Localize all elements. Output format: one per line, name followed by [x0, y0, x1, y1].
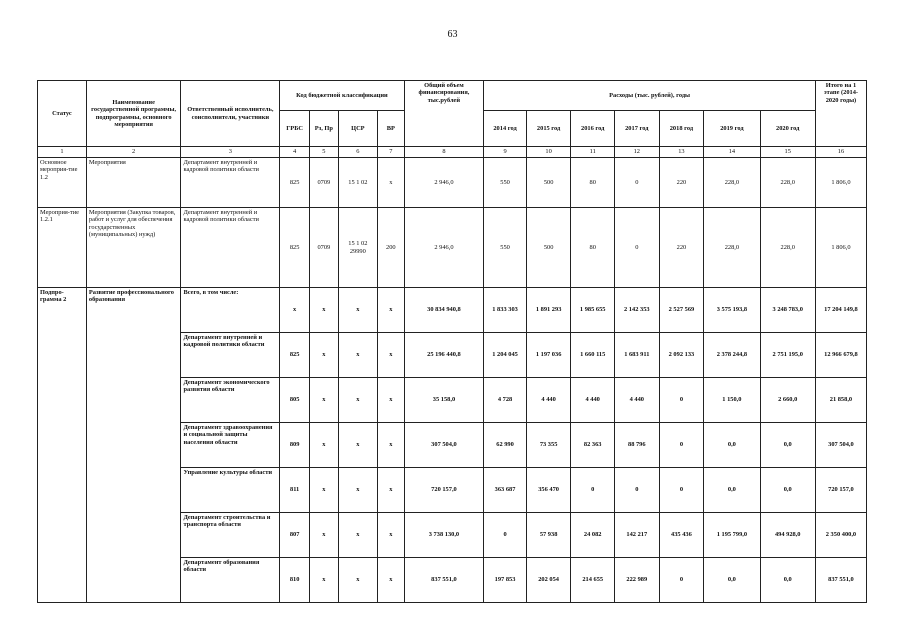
row-grbs: 809: [280, 423, 310, 468]
row-stage-total: 21 858,0: [815, 378, 866, 423]
column-number: 6: [338, 147, 377, 158]
subprogram-status: Подпро-грамма 2: [38, 288, 87, 603]
row-stage-total: 307 504,0: [815, 423, 866, 468]
row-2019: 228,0: [704, 158, 760, 208]
row-csr: х: [338, 423, 377, 468]
row-2020: 2 660,0: [760, 378, 815, 423]
row-stage-total: 720 157,0: [815, 468, 866, 513]
row-vr: х: [378, 513, 405, 558]
row-2014: 363 687: [484, 468, 527, 513]
row-vr: х: [378, 288, 405, 333]
header-csr: ЦСР: [338, 111, 377, 147]
row-2020: 228,0: [760, 208, 815, 288]
row-2014: 0: [484, 513, 527, 558]
row-vr: 200: [378, 208, 405, 288]
row-grbs: 811: [280, 468, 310, 513]
row-2019: 1 195 799,0: [704, 513, 760, 558]
row-total: 2 946,0: [404, 158, 484, 208]
row-stage-total: 12 966 679,8: [815, 333, 866, 378]
row-2015: 4 440: [526, 378, 571, 423]
row-2017: 2 142 353: [614, 288, 659, 333]
row-2018: 2 527 569: [659, 288, 704, 333]
row-total: 30 834 940,8: [404, 288, 484, 333]
row-vr: х: [378, 558, 405, 603]
row-rzpr: х: [310, 333, 339, 378]
row-total: 837 551,0: [404, 558, 484, 603]
header-rzpr: Рз, Пр: [310, 111, 339, 147]
row-executor: Департамент строительства и транспорта области: [181, 513, 280, 558]
row-2016: 0: [571, 468, 615, 513]
row-total: 3 738 130,0: [404, 513, 484, 558]
row-executor: Департамент экономического развития области: [181, 378, 280, 423]
row-total: 720 157,0: [404, 468, 484, 513]
row-vr: х: [378, 468, 405, 513]
row-2015: 73 355: [526, 423, 571, 468]
row-grbs: 807: [280, 513, 310, 558]
column-number: 15: [760, 147, 815, 158]
row-executor: Департамент здравоохранения и социальной защиты населения области: [181, 423, 280, 468]
row-stage-total: 1 806,0: [815, 158, 866, 208]
row-2017: 4 440: [614, 378, 659, 423]
row-vr: х: [378, 333, 405, 378]
row-2018: 0: [659, 378, 704, 423]
row-executor: Всего, в том числе:: [181, 288, 280, 333]
row-2016: 80: [571, 158, 615, 208]
column-number: 9: [484, 147, 527, 158]
row-stage-total: 1 806,0: [815, 208, 866, 288]
row-2017: 222 989: [614, 558, 659, 603]
row-vr: х: [378, 158, 405, 208]
row-2017: 0: [614, 208, 659, 288]
header-year-2020: 2020 год: [760, 111, 815, 147]
column-number: 4: [280, 147, 310, 158]
row-stage-total: 17 204 149,8: [815, 288, 866, 333]
column-number: 2: [86, 147, 181, 158]
column-number: 1: [38, 147, 87, 158]
row-2016: 1 985 655: [571, 288, 615, 333]
header-year-2014: 2014 год: [484, 111, 527, 147]
row-2017: 0: [614, 158, 659, 208]
row-grbs: 825: [280, 158, 310, 208]
row-2016: 80: [571, 208, 615, 288]
row-total: 307 504,0: [404, 423, 484, 468]
row-2018: 220: [659, 158, 704, 208]
row-csr: х: [338, 333, 377, 378]
row-2014: 4 728: [484, 378, 527, 423]
row-stage-total: 837 551,0: [815, 558, 866, 603]
row-2016: 4 440: [571, 378, 615, 423]
row-2014: 62 990: [484, 423, 527, 468]
column-number: 13: [659, 147, 704, 158]
row-2014: 550: [484, 158, 527, 208]
row-2014: 1 833 303: [484, 288, 527, 333]
row-csr: х: [338, 288, 377, 333]
column-number: 16: [815, 147, 866, 158]
header-year-2016: 2016 год: [571, 111, 615, 147]
row-total: 25 196 440,8: [404, 333, 484, 378]
header-year-2019: 2019 год: [704, 111, 760, 147]
row-2020: 0,0: [760, 558, 815, 603]
row-csr: х: [338, 558, 377, 603]
row-vr: х: [378, 378, 405, 423]
row-2020: 0,0: [760, 468, 815, 513]
row-2017: 0: [614, 468, 659, 513]
header-executor: Ответственный исполнитель, соисполнители, участники: [181, 81, 280, 147]
table-row: [38, 158, 867, 208]
row-2015: 356 470: [526, 468, 571, 513]
column-number: 3: [181, 147, 280, 158]
row-rzpr: 0709: [310, 158, 339, 208]
row-2019: 1 150,0: [704, 378, 760, 423]
row-name: Мероприятия (Закупка товаров, работ и услуг для обеспечения государственных (муниципальных) нужд): [86, 208, 181, 288]
row-rzpr: х: [310, 288, 339, 333]
row-2019: 3 575 193,8: [704, 288, 760, 333]
row-name: Мероприятия: [86, 158, 181, 208]
row-2018: 435 436: [659, 513, 704, 558]
row-2015: 500: [526, 208, 571, 288]
row-2016: 82 363: [571, 423, 615, 468]
row-2018: 220: [659, 208, 704, 288]
row-2015: 1 197 036: [526, 333, 571, 378]
column-number: 8: [404, 147, 484, 158]
row-2018: 2 092 133: [659, 333, 704, 378]
row-2019: 0,0: [704, 558, 760, 603]
table-row: [38, 288, 867, 333]
row-csr: х: [338, 378, 377, 423]
table-row: [38, 208, 867, 288]
row-stage-total: 2 350 400,0: [815, 513, 866, 558]
row-csr: х: [338, 468, 377, 513]
row-2014: 197 853: [484, 558, 527, 603]
row-2016: 1 660 115: [571, 333, 615, 378]
row-2015: 1 891 293: [526, 288, 571, 333]
row-2017: 88 796: [614, 423, 659, 468]
row-2020: 3 248 783,0: [760, 288, 815, 333]
row-rzpr: 0709: [310, 208, 339, 288]
row-grbs: 825: [280, 208, 310, 288]
row-grbs: 825: [280, 333, 310, 378]
column-number: 7: [378, 147, 405, 158]
row-2018: 0: [659, 468, 704, 513]
row-executor: Управление культуры области: [181, 468, 280, 513]
page-number: 63: [447, 29, 458, 40]
row-grbs: 810: [280, 558, 310, 603]
row-2015: 500: [526, 158, 571, 208]
column-number: 5: [310, 147, 339, 158]
row-vr: х: [378, 423, 405, 468]
row-2019: 0,0: [704, 423, 760, 468]
row-2016: 214 655: [571, 558, 615, 603]
row-csr: 15 1 02: [338, 158, 377, 208]
header-stage-total: Итого на 1 этапе (2014-2020 годы): [815, 81, 866, 147]
row-2017: 1 683 911: [614, 333, 659, 378]
header-status: Статус: [38, 81, 87, 147]
header-year-2015: 2015 год: [526, 111, 571, 147]
row-executor: Департамент внутренней и кадровой политики области: [181, 158, 280, 208]
header-grbs: ГРБС: [280, 111, 310, 147]
budget-table: [37, 80, 867, 603]
row-2019: 0,0: [704, 468, 760, 513]
row-2017: 142 217: [614, 513, 659, 558]
row-status: Основное мероприя-тие 1.2: [38, 158, 87, 208]
row-grbs: х: [280, 288, 310, 333]
header-year-2018: 2018 год: [659, 111, 704, 147]
subprogram-name: Развитие профессионального образования: [86, 288, 181, 603]
row-2020: 2 751 195,0: [760, 333, 815, 378]
row-csr: 15 1 02 29990: [338, 208, 377, 288]
row-csr: х: [338, 513, 377, 558]
row-grbs: 805: [280, 378, 310, 423]
column-number: 12: [614, 147, 659, 158]
header-name: Наименование государственной программы, подпрограммы, основного мероприятия: [86, 81, 181, 147]
header-year-2017: 2017 год: [614, 111, 659, 147]
row-2014: 550: [484, 208, 527, 288]
row-rzpr: х: [310, 423, 339, 468]
column-number: 10: [526, 147, 571, 158]
header-total-funding: Общий объем финансирования, тыс.рублей: [404, 81, 484, 147]
row-2019: 228,0: [704, 208, 760, 288]
header-budget-code: Код бюджетной классификации: [280, 81, 404, 111]
row-total: 2 946,0: [404, 208, 484, 288]
row-2014: 1 204 045: [484, 333, 527, 378]
row-status: Мероприя-тие 1.2.1: [38, 208, 87, 288]
header-vr: ВР: [378, 111, 405, 147]
row-2018: 0: [659, 558, 704, 603]
row-executor: Департамент образования области: [181, 558, 280, 603]
row-rzpr: х: [310, 558, 339, 603]
column-number: 11: [571, 147, 615, 158]
row-2018: 0: [659, 423, 704, 468]
row-2020: 228,0: [760, 158, 815, 208]
header-expenses: Расходы (тыс. рублей), годы: [484, 81, 816, 111]
row-rzpr: х: [310, 513, 339, 558]
row-2019: 2 378 244,8: [704, 333, 760, 378]
row-rzpr: х: [310, 378, 339, 423]
column-number: 14: [704, 147, 760, 158]
column-number-row: [38, 147, 867, 158]
row-2015: 202 054: [526, 558, 571, 603]
row-2020: 0,0: [760, 423, 815, 468]
row-total: 35 158,0: [404, 378, 484, 423]
row-2015: 57 938: [526, 513, 571, 558]
row-executor: Департамент внутренней и кадровой политики области: [181, 208, 280, 288]
row-2020: 494 928,0: [760, 513, 815, 558]
row-2016: 24 082: [571, 513, 615, 558]
row-rzpr: х: [310, 468, 339, 513]
row-executor: Департамент внутренней и кадровой политики области: [181, 333, 280, 378]
